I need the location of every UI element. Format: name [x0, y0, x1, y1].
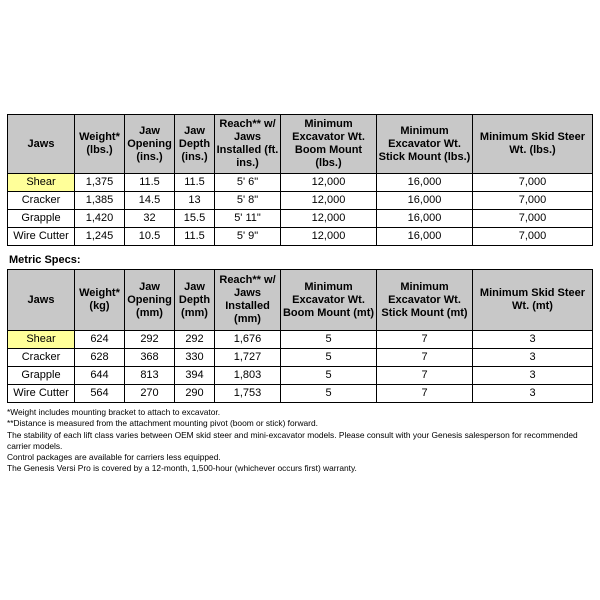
table-cell: 11.5 [175, 174, 215, 192]
imperial-header-skid-steer: Minimum Skid Steer Wt. (lbs.) [473, 115, 593, 174]
table-cell: 292 [125, 331, 175, 349]
table-cell: 16,000 [377, 210, 473, 228]
table-cell: 16,000 [377, 174, 473, 192]
table-cell: 270 [125, 385, 175, 403]
table-cell: 3 [473, 331, 593, 349]
table-cell: 11.5 [175, 228, 215, 246]
jaw-name-cell: Wire Cutter [8, 228, 75, 246]
footnotes [7, 407, 592, 475]
imperial-header-row [8, 115, 593, 174]
table-cell: 3 [473, 349, 593, 367]
footnote-distance: **Distance is measured from the attachment mounting pivot (boom or stick) forward. [7, 418, 318, 429]
table-cell: 10.5 [125, 228, 175, 246]
metric-header-jaws: Jaws [8, 270, 75, 331]
table-cell: 1,727 [215, 349, 281, 367]
footnote-warranty: The Genesis Versi Pro is covered by a 12-month, 1,500-hour (whichever occurs first) warranty. [7, 463, 357, 474]
table-cell: 644 [75, 367, 125, 385]
table-cell: 1,676 [215, 331, 281, 349]
table-cell: 7 [377, 367, 473, 385]
footnote-control-packages: Control packages are available for carriers less equipped. [7, 452, 221, 463]
table-cell: 12,000 [281, 174, 377, 192]
jaw-name-cell: Wire Cutter [8, 385, 75, 403]
table-cell: 16,000 [377, 192, 473, 210]
table-cell: 624 [75, 331, 125, 349]
table-row [8, 367, 593, 385]
jaw-name-cell: Shear [8, 331, 75, 349]
table-cell: 5 [281, 367, 377, 385]
jaw-name-cell: Cracker [8, 349, 75, 367]
table-cell: 1,803 [215, 367, 281, 385]
table-cell: 16,000 [377, 228, 473, 246]
metric-header-stick-mount: Minimum Excavator Wt. Stick Mount (mt) [377, 270, 473, 331]
table-cell: 5 [281, 349, 377, 367]
footnote-weight: *Weight includes mounting bracket to attach to excavator. [7, 407, 221, 417]
imperial-specs-table [7, 114, 593, 246]
spec-sheet [7, 114, 592, 475]
table-cell: 7,000 [473, 210, 593, 228]
jaw-name-cell: Grapple [8, 367, 75, 385]
table-cell: 7 [377, 385, 473, 403]
table-cell: 12,000 [281, 192, 377, 210]
table-cell: 628 [75, 349, 125, 367]
metric-header-boom-mount: Minimum Excavator Wt. Boom Mount (mt) [281, 270, 377, 331]
table-cell: 1,420 [75, 210, 125, 228]
imperial-header-stick-mount: Minimum Excavator Wt. Stick Mount (lbs.) [377, 115, 473, 174]
table-row [8, 210, 593, 228]
table-cell: 368 [125, 349, 175, 367]
table-cell: 7,000 [473, 174, 593, 192]
table-cell: 7,000 [473, 192, 593, 210]
imperial-header-jaw-opening: Jaw Opening (ins.) [125, 115, 175, 174]
table-cell: 3 [473, 385, 593, 403]
table-cell: 7,000 [473, 228, 593, 246]
table-cell: 1,245 [75, 228, 125, 246]
table-cell: 5' 6" [215, 174, 281, 192]
table-row [8, 192, 593, 210]
table-cell: 5' 9" [215, 228, 281, 246]
table-cell: 5 [281, 385, 377, 403]
table-cell: 292 [175, 331, 215, 349]
metric-header-reach: Reach** w/ Jaws Installed (mm) [215, 270, 281, 331]
table-cell: 5' 11" [215, 210, 281, 228]
table-cell: 15.5 [175, 210, 215, 228]
table-cell: 32 [125, 210, 175, 228]
imperial-header-jaws: Jaws [8, 115, 75, 174]
table-row [8, 385, 593, 403]
table-cell: 7 [377, 331, 473, 349]
table-cell: 813 [125, 367, 175, 385]
metric-header-skid-steer: Minimum Skid Steer Wt. (mt) [473, 270, 593, 331]
jaw-name-cell: Cracker [8, 192, 75, 210]
table-cell: 394 [175, 367, 215, 385]
table-cell: 13 [175, 192, 215, 210]
table-cell: 330 [175, 349, 215, 367]
table-cell: 7 [377, 349, 473, 367]
table-cell: 1,753 [215, 385, 281, 403]
table-row [8, 228, 593, 246]
metric-header-jaw-depth: Jaw Depth (mm) [175, 270, 215, 331]
table-cell: 5' 8" [215, 192, 281, 210]
imperial-header-boom-mount: Minimum Excavator Wt. Boom Mount (lbs.) [281, 115, 377, 174]
table-cell: 3 [473, 367, 593, 385]
table-cell: 290 [175, 385, 215, 403]
imperial-header-jaw-depth: Jaw Depth (ins.) [175, 115, 215, 174]
metric-specs-title: Metric Specs: [9, 254, 81, 266]
table-row [8, 174, 593, 192]
metric-header-jaw-opening: Jaw Opening (mm) [125, 270, 175, 331]
table-cell: 12,000 [281, 210, 377, 228]
footnote-stability: The stability of each lift class varies between OEM skid steer and mini-excavator models. Please consult with your Genesis salesperson for recommended carrier models. [7, 429, 578, 451]
imperial-header-weight: Weight* (lbs.) [75, 115, 125, 174]
metric-header-row [8, 270, 593, 331]
table-row [8, 349, 593, 367]
table-cell: 1,375 [75, 174, 125, 192]
jaw-name-cell: Grapple [8, 210, 75, 228]
table-cell: 564 [75, 385, 125, 403]
table-cell: 11.5 [125, 174, 175, 192]
table-row [8, 331, 593, 349]
metric-header-weight: Weight* (kg) [75, 270, 125, 331]
metric-specs-table [7, 269, 593, 403]
table-cell: 12,000 [281, 228, 377, 246]
table-cell: 1,385 [75, 192, 125, 210]
table-cell: 5 [281, 331, 377, 349]
jaw-name-cell: Shear [8, 174, 75, 192]
imperial-header-reach: Reach** w/ Jaws Installed (ft. ins.) [215, 115, 281, 174]
table-cell: 14.5 [125, 192, 175, 210]
